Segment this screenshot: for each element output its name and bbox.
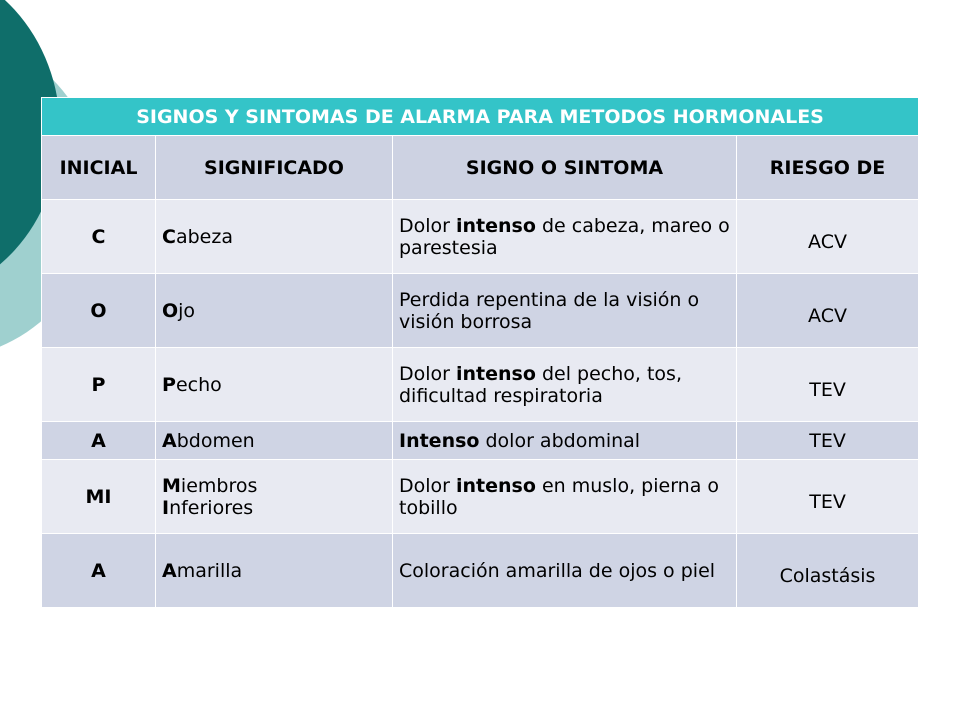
sign-post: dolor abdominal <box>479 429 641 452</box>
sign-bold: Intenso <box>399 429 480 452</box>
meaning-first-letter: A <box>162 559 177 582</box>
table-row <box>42 422 919 460</box>
row-risk: ACV <box>737 200 919 274</box>
row-risk: TEV <box>737 348 919 422</box>
table-row <box>42 460 919 534</box>
meaning-first-letter: C <box>162 225 176 248</box>
row-initial: A <box>42 422 156 460</box>
row-risk: TEV <box>737 460 919 534</box>
meaning-first-letter: A <box>162 429 177 452</box>
row-sign <box>393 460 737 534</box>
meaning-rest: marilla <box>176 559 243 582</box>
row-sign <box>393 274 737 348</box>
meaning-first-letter-2: I <box>162 496 170 519</box>
sign-pre: Coloración amarilla de ojos o piel <box>399 559 716 582</box>
meaning-first-letter: P <box>162 373 176 396</box>
header-initial: INICIAL <box>42 136 156 200</box>
row-risk: ACV <box>737 274 919 348</box>
table-row <box>42 534 919 608</box>
row-initial: MI <box>42 460 156 534</box>
header-sign: SIGNO O SINTOMA <box>393 136 737 200</box>
sign-post: del pecho, tos, dificultad respiratoria <box>399 362 682 407</box>
header-meaning: SIGNIFICADO <box>156 136 393 200</box>
row-sign <box>393 422 737 460</box>
row-initial: O <box>42 274 156 348</box>
meaning-rest: echo <box>175 373 222 396</box>
row-sign <box>393 200 737 274</box>
header-risk: RIESGO DE <box>737 136 919 200</box>
table-title-row <box>42 98 919 136</box>
row-risk: Colastásis <box>737 534 919 608</box>
row-sign <box>393 348 737 422</box>
sign-pre: Perdida repentina de la visión o visión borrosa <box>399 288 700 333</box>
meaning-first-letter: O <box>162 299 179 322</box>
row-initial: P <box>42 348 156 422</box>
meaning-rest: bdomen <box>176 429 255 452</box>
table-row <box>42 348 919 422</box>
sign-pre: Dolor <box>399 474 457 497</box>
row-sign <box>393 534 737 608</box>
row-meaning <box>156 274 393 348</box>
table-row <box>42 200 919 274</box>
meaning-rest-2: nferiores <box>169 496 254 519</box>
row-meaning <box>156 200 393 274</box>
sign-bold: intenso <box>456 474 536 497</box>
meaning-rest: abeza <box>175 225 233 248</box>
row-initial: C <box>42 200 156 274</box>
row-meaning <box>156 460 393 534</box>
sign-post: en muslo, pierna o tobillo <box>399 474 720 519</box>
row-initial: A <box>42 534 156 608</box>
sign-post: de cabeza, mareo o parestesia <box>399 214 730 259</box>
meaning-rest: iembros <box>180 474 258 497</box>
meaning-first-letter: M <box>162 474 181 497</box>
table-header-row <box>42 136 919 200</box>
row-meaning <box>156 348 393 422</box>
sign-pre: Dolor <box>399 362 457 385</box>
alarm-signs-table <box>41 97 919 608</box>
table-title: SIGNOS Y SINTOMAS DE ALARMA PARA METODOS HORMONALES <box>42 98 919 136</box>
sign-pre: Dolor <box>399 214 457 237</box>
row-meaning <box>156 422 393 460</box>
table-row <box>42 274 919 348</box>
sign-bold: intenso <box>456 362 536 385</box>
row-risk: TEV <box>737 422 919 460</box>
sign-bold: intenso <box>456 214 536 237</box>
row-meaning <box>156 534 393 608</box>
meaning-rest: jo <box>178 299 196 322</box>
